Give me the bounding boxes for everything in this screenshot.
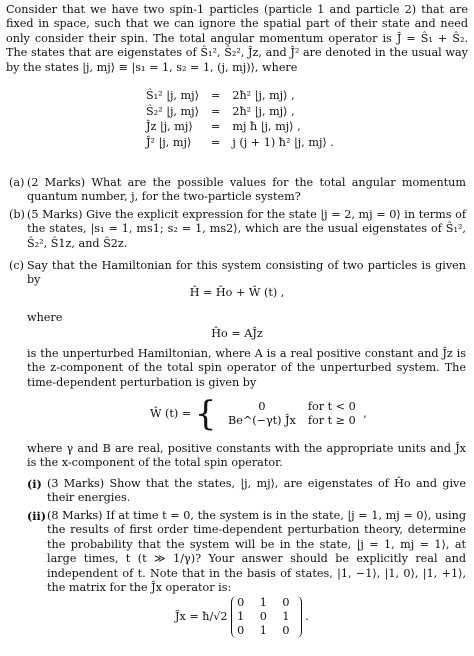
eq-lhs: Ĵz |j, mj⟩: [146, 120, 193, 133]
eq-lhs: Ĵ² |j, mj⟩: [146, 135, 192, 149]
w-case2-condition: for t ≥ 0: [307, 414, 356, 427]
part-b-label: (b): [9, 208, 25, 221]
jx-matrix: [231, 596, 301, 638]
part-ci-text: (3 Marks) Show that the states, |j, mj⟩, are eigenstates of Ĥo and give their energies.: [47, 477, 466, 505]
eq-lhs: Ŝ₂² |j, mj⟩: [146, 104, 199, 118]
matrix-row: 1 0 1: [237, 610, 296, 623]
eigen-eq-row: Ŝ₁² |j, mj⟩ = 2ħ² |j, mj⟩ ,: [140, 88, 340, 104]
part-b-text: (5 Marks) Give the explicit expression for the state |j = 2, mj = 0⟩ in terms of the states, |s₁ = 1, ms1; s₂ = 1, ms2⟩, which are the usual eigenstates of Ŝ₁², Ŝ₂², Ŝ1z, and Ŝ2z.: [27, 208, 466, 250]
part-c-text-2: is the unperturbed Hamiltonian, where A is a real positive constant and Ĵz is the z-component of the total spin operator of the unperturbed system. The time-dependent perturbation is given by: [27, 347, 466, 389]
eq-rhs: 2ħ² |j, mj⟩ ,: [232, 104, 295, 118]
eigen-eq-row: Ŝ₂² |j, mj⟩ = 2ħ² |j, mj⟩ ,: [140, 104, 340, 120]
eq-rhs: mj ħ |j, mj⟩ ,: [232, 120, 301, 133]
w-case2-value: Be^(−γt) Ĵx: [227, 414, 296, 427]
intro-paragraph: Consider that we have two spin-1 particles (particle 1 and particle 2) that are fixed in space, such that we can ignore the spatial part of their state and need only consider their spin. The total angular momentum operator is Ĵ = Ŝ₁ + Ŝ₂. The states that are eigenstates of Ŝ₁², Ŝ₂², Ĵz, and Ĵ² are denoted in the usual way by the states |j, mj⟩ ≡ |s₁ = 1, s₂ = 1, (j, mj)⟩, where: [6, 3, 468, 74]
part-c-text: Say that the Hamiltonian for this system consisting of two particles is given by: [27, 259, 466, 287]
matrix-trail: .: [305, 609, 309, 623]
hamiltonian-equation: Ĥ = Ĥo + Ŵ (t) ,: [189, 286, 285, 299]
eq-lhs: Ŝ₁² |j, mj⟩: [146, 89, 199, 102]
part-cii-text: (8 Marks) If at time t = 0, the system is in the state, |j = 1, mj = 0⟩, using the results of first order time-dependent perturbation theory, determine the probability that the system will be in the state, |j = 1, mj = 1⟩, at large times, t (t ≫ 1/γ)? Your answer should be explicitly real and independent of t. Note that in the basis of states, |1, −1⟩, |1, 0⟩, |1, +1⟩, the matrix for the Ĵx operator is:: [47, 509, 466, 595]
matrix-row: 0 1 0: [237, 624, 296, 637]
jx-matrix-equation: [175, 596, 309, 638]
perturbation-equation: Ŵ (t) = { 0 for t < 0 Be^(−γt) Ĵx for t ≥ 0 ,: [150, 394, 367, 434]
w-lhs: Ŵ (t) =: [150, 407, 192, 420]
eigenvalue-equations: [140, 88, 340, 150]
w-trail: ,: [363, 407, 367, 420]
part-cii-label: (ii): [27, 509, 47, 523]
eigen-eq-row: Ĵ² |j, mj⟩ = j (j + 1) ħ² |j, mj⟩ .: [140, 135, 340, 151]
part-a-label: (a): [9, 176, 25, 189]
w-case1-condition: for t < 0: [307, 399, 356, 413]
h0-equation: Ĥo = AĴz: [211, 327, 263, 340]
part-a-text: (2 Marks) What are the possible values for the total angular momentum quantum number, j, for the two-particle system?: [27, 176, 466, 204]
eq-rhs: 2ħ² |j, mj⟩ ,: [232, 89, 295, 102]
part-c-text-3: where γ and B are real, positive constants with the appropriate units and Ĵx is the x-component of the total spin operator.: [27, 442, 466, 470]
matrix-row: 0 1 0: [237, 596, 296, 609]
part-c-label: (c): [9, 259, 24, 272]
w-case1-value: 0: [258, 399, 266, 413]
part-ci-label: (i): [27, 477, 42, 491]
eigen-eq-row: Ĵz |j, mj⟩ = mj ħ |j, mj⟩ ,: [140, 119, 340, 135]
where-label: where: [27, 311, 63, 324]
matrix-lhs: J̃x = ħ/√2: [175, 609, 228, 623]
eq-rhs: j (j + 1) ħ² |j, mj⟩ .: [232, 135, 334, 149]
